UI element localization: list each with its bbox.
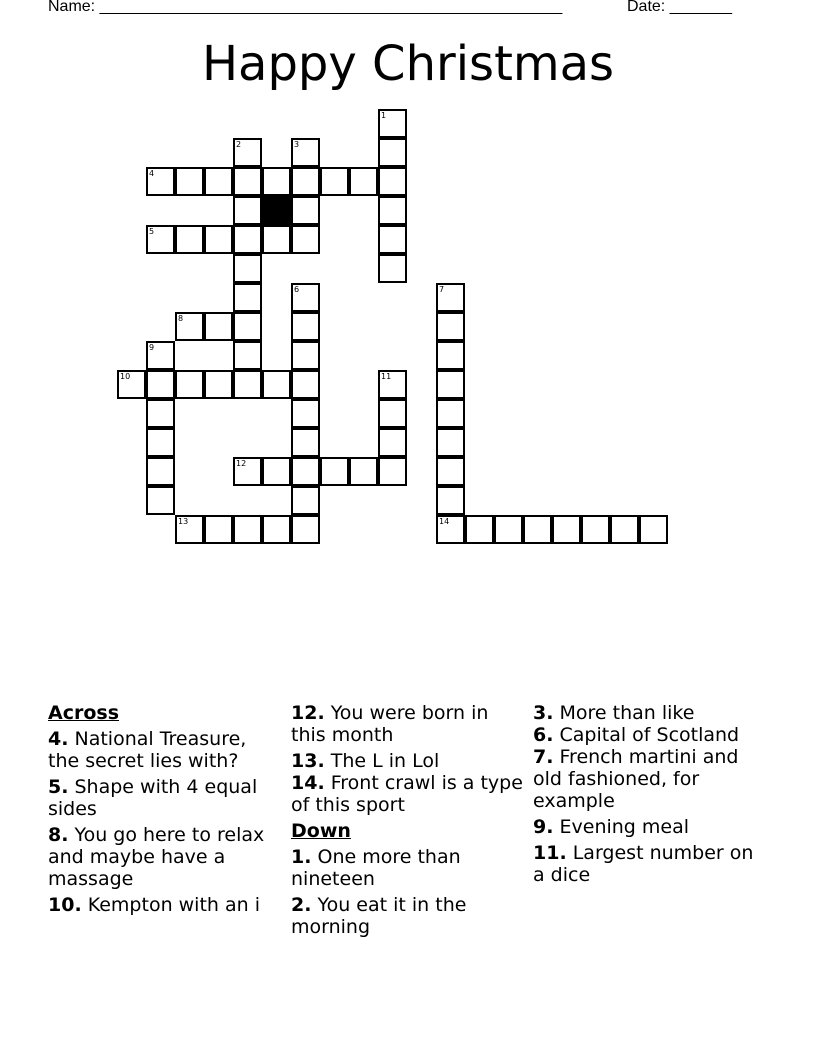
grid-cell[interactable] [436,515,465,544]
grid-cell[interactable] [291,167,320,196]
clue-down-9: 9. Evening meal [533,816,690,838]
grid-cell[interactable] [204,167,233,196]
clue-across-12: 12. You were born in this month [291,702,489,746]
cell-number: 3 [294,140,300,149]
cell-number: 14 [439,517,450,526]
grid-cell[interactable] [291,312,320,341]
clue-across-4: 4. National Treasure, the secret lies with? [48,728,247,772]
grid-cell[interactable] [320,167,349,196]
grid-cell[interactable] [233,283,262,312]
cell-number: 13 [178,517,189,526]
clue-down-11: 11. Largest number on a dice [533,842,754,886]
clues-column-1 [48,702,280,920]
grid-cell[interactable] [233,457,262,486]
name-field: Name: ____________________________________________________ [48,0,563,15]
grid-cell[interactable] [436,312,465,341]
clue-down-6: 6. Capital of Scotland [533,724,740,746]
grid-cell[interactable] [233,341,262,370]
grid-cell[interactable] [436,486,465,515]
page-title: Happy Christmas [201,36,615,92]
grid-cell[interactable] [233,225,262,254]
grid-cell[interactable] [262,370,291,399]
grid-cell[interactable] [552,515,581,544]
grid-cell[interactable] [233,196,262,225]
grid-cell[interactable] [146,167,175,196]
grid-cell[interactable] [349,167,378,196]
grid-cell[interactable] [233,138,262,167]
grid-cell[interactable] [233,312,262,341]
grid-cell[interactable] [291,515,320,544]
grid-cell[interactable] [146,399,175,428]
grid-cell[interactable] [291,428,320,457]
grid-cell[interactable] [581,515,610,544]
clues-column-2 [291,702,523,942]
cell-number: 6 [294,285,300,294]
grid-cell[interactable] [378,138,407,167]
grid-cell[interactable] [175,167,204,196]
grid-cell[interactable] [233,515,262,544]
cell-number: 2 [236,140,242,149]
across-heading: Across [48,702,120,724]
grid-cell[interactable] [233,167,262,196]
grid-cell[interactable] [175,370,204,399]
grid-cell[interactable] [146,428,175,457]
grid-cell[interactable] [639,515,668,544]
grid-cell[interactable] [204,225,233,254]
grid-cell[interactable] [175,312,204,341]
grid-cell[interactable] [204,312,233,341]
cell-number: 5 [149,227,155,236]
cell-number: 9 [149,343,155,352]
grid-cell[interactable] [175,515,204,544]
grid-cell[interactable] [610,515,639,544]
clue-across-14: 14. Front crawl is a type of this sport [291,772,523,816]
grid-cell[interactable] [291,138,320,167]
grid-cell[interactable] [378,370,407,399]
clue-down-3: 3. More than like [533,702,695,724]
clue-down-7: 7. French martini and old fashioned, for example [533,746,739,812]
grid-cell[interactable] [378,225,407,254]
grid-cell[interactable] [465,515,494,544]
grid-cell[interactable] [117,370,146,399]
grid-cell[interactable] [436,457,465,486]
grid-cell[interactable] [436,341,465,370]
grid-cell[interactable] [262,225,291,254]
grid-cell[interactable] [436,399,465,428]
clue-across-10: 10. Kempton with an i [48,894,260,916]
grid-cell[interactable] [291,341,320,370]
cell-number: 12 [236,459,247,468]
grid-cell[interactable] [291,457,320,486]
cell-number: 8 [178,314,184,323]
grid-cell[interactable] [378,399,407,428]
grid-cell[interactable] [262,167,291,196]
grid-cell[interactable] [233,254,262,283]
grid-cell[interactable] [291,283,320,312]
grid-cell[interactable] [436,283,465,312]
grid-cell[interactable] [320,457,349,486]
grid-cell[interactable] [233,370,262,399]
grid-cell[interactable] [262,515,291,544]
grid-cell[interactable] [291,225,320,254]
clue-down-2: 2. You eat it in the morning [291,894,467,938]
grid-cell[interactable] [146,225,175,254]
grid-cell[interactable] [378,109,407,138]
grid-cell[interactable] [349,457,378,486]
grid-cell[interactable] [378,457,407,486]
clue-down-1: 1. One more than nineteen [291,846,461,890]
grid-cell[interactable] [204,370,233,399]
grid-cell[interactable] [378,167,407,196]
down-heading: Down [291,820,351,842]
grid-cell[interactable] [436,370,465,399]
grid-cell[interactable] [378,196,407,225]
grid-cell[interactable] [262,457,291,486]
grid-cell[interactable] [523,515,552,544]
grid-cell[interactable] [204,515,233,544]
cell-number: 4 [149,169,155,178]
grid-cell[interactable] [146,457,175,486]
black-cell [262,196,291,225]
cell-number: 7 [439,285,445,294]
grid-cell[interactable] [378,428,407,457]
grid-cell[interactable] [291,399,320,428]
grid-cell[interactable] [291,370,320,399]
grid-cell[interactable] [494,515,523,544]
cell-number: 11 [381,372,392,381]
clue-across-8: 8. You go here to relax and maybe have a massage [48,824,265,890]
clue-across-5: 5. Shape with 4 equal sides [48,776,258,820]
grid-cell[interactable] [146,341,175,370]
date-field: Date: _______ [627,0,732,15]
grid-cell[interactable] [146,486,175,515]
cell-number: 1 [381,111,387,120]
grid-cell[interactable] [378,254,407,283]
cell-number: 10 [120,372,131,381]
grid-cell[interactable] [436,428,465,457]
clues-column-3 [533,702,765,890]
grid-cell[interactable] [291,196,320,225]
grid-cell[interactable] [175,225,204,254]
grid-cell[interactable] [146,370,175,399]
clue-across-13: 13. The L in Lol [291,750,440,772]
grid-cell[interactable] [291,486,320,515]
